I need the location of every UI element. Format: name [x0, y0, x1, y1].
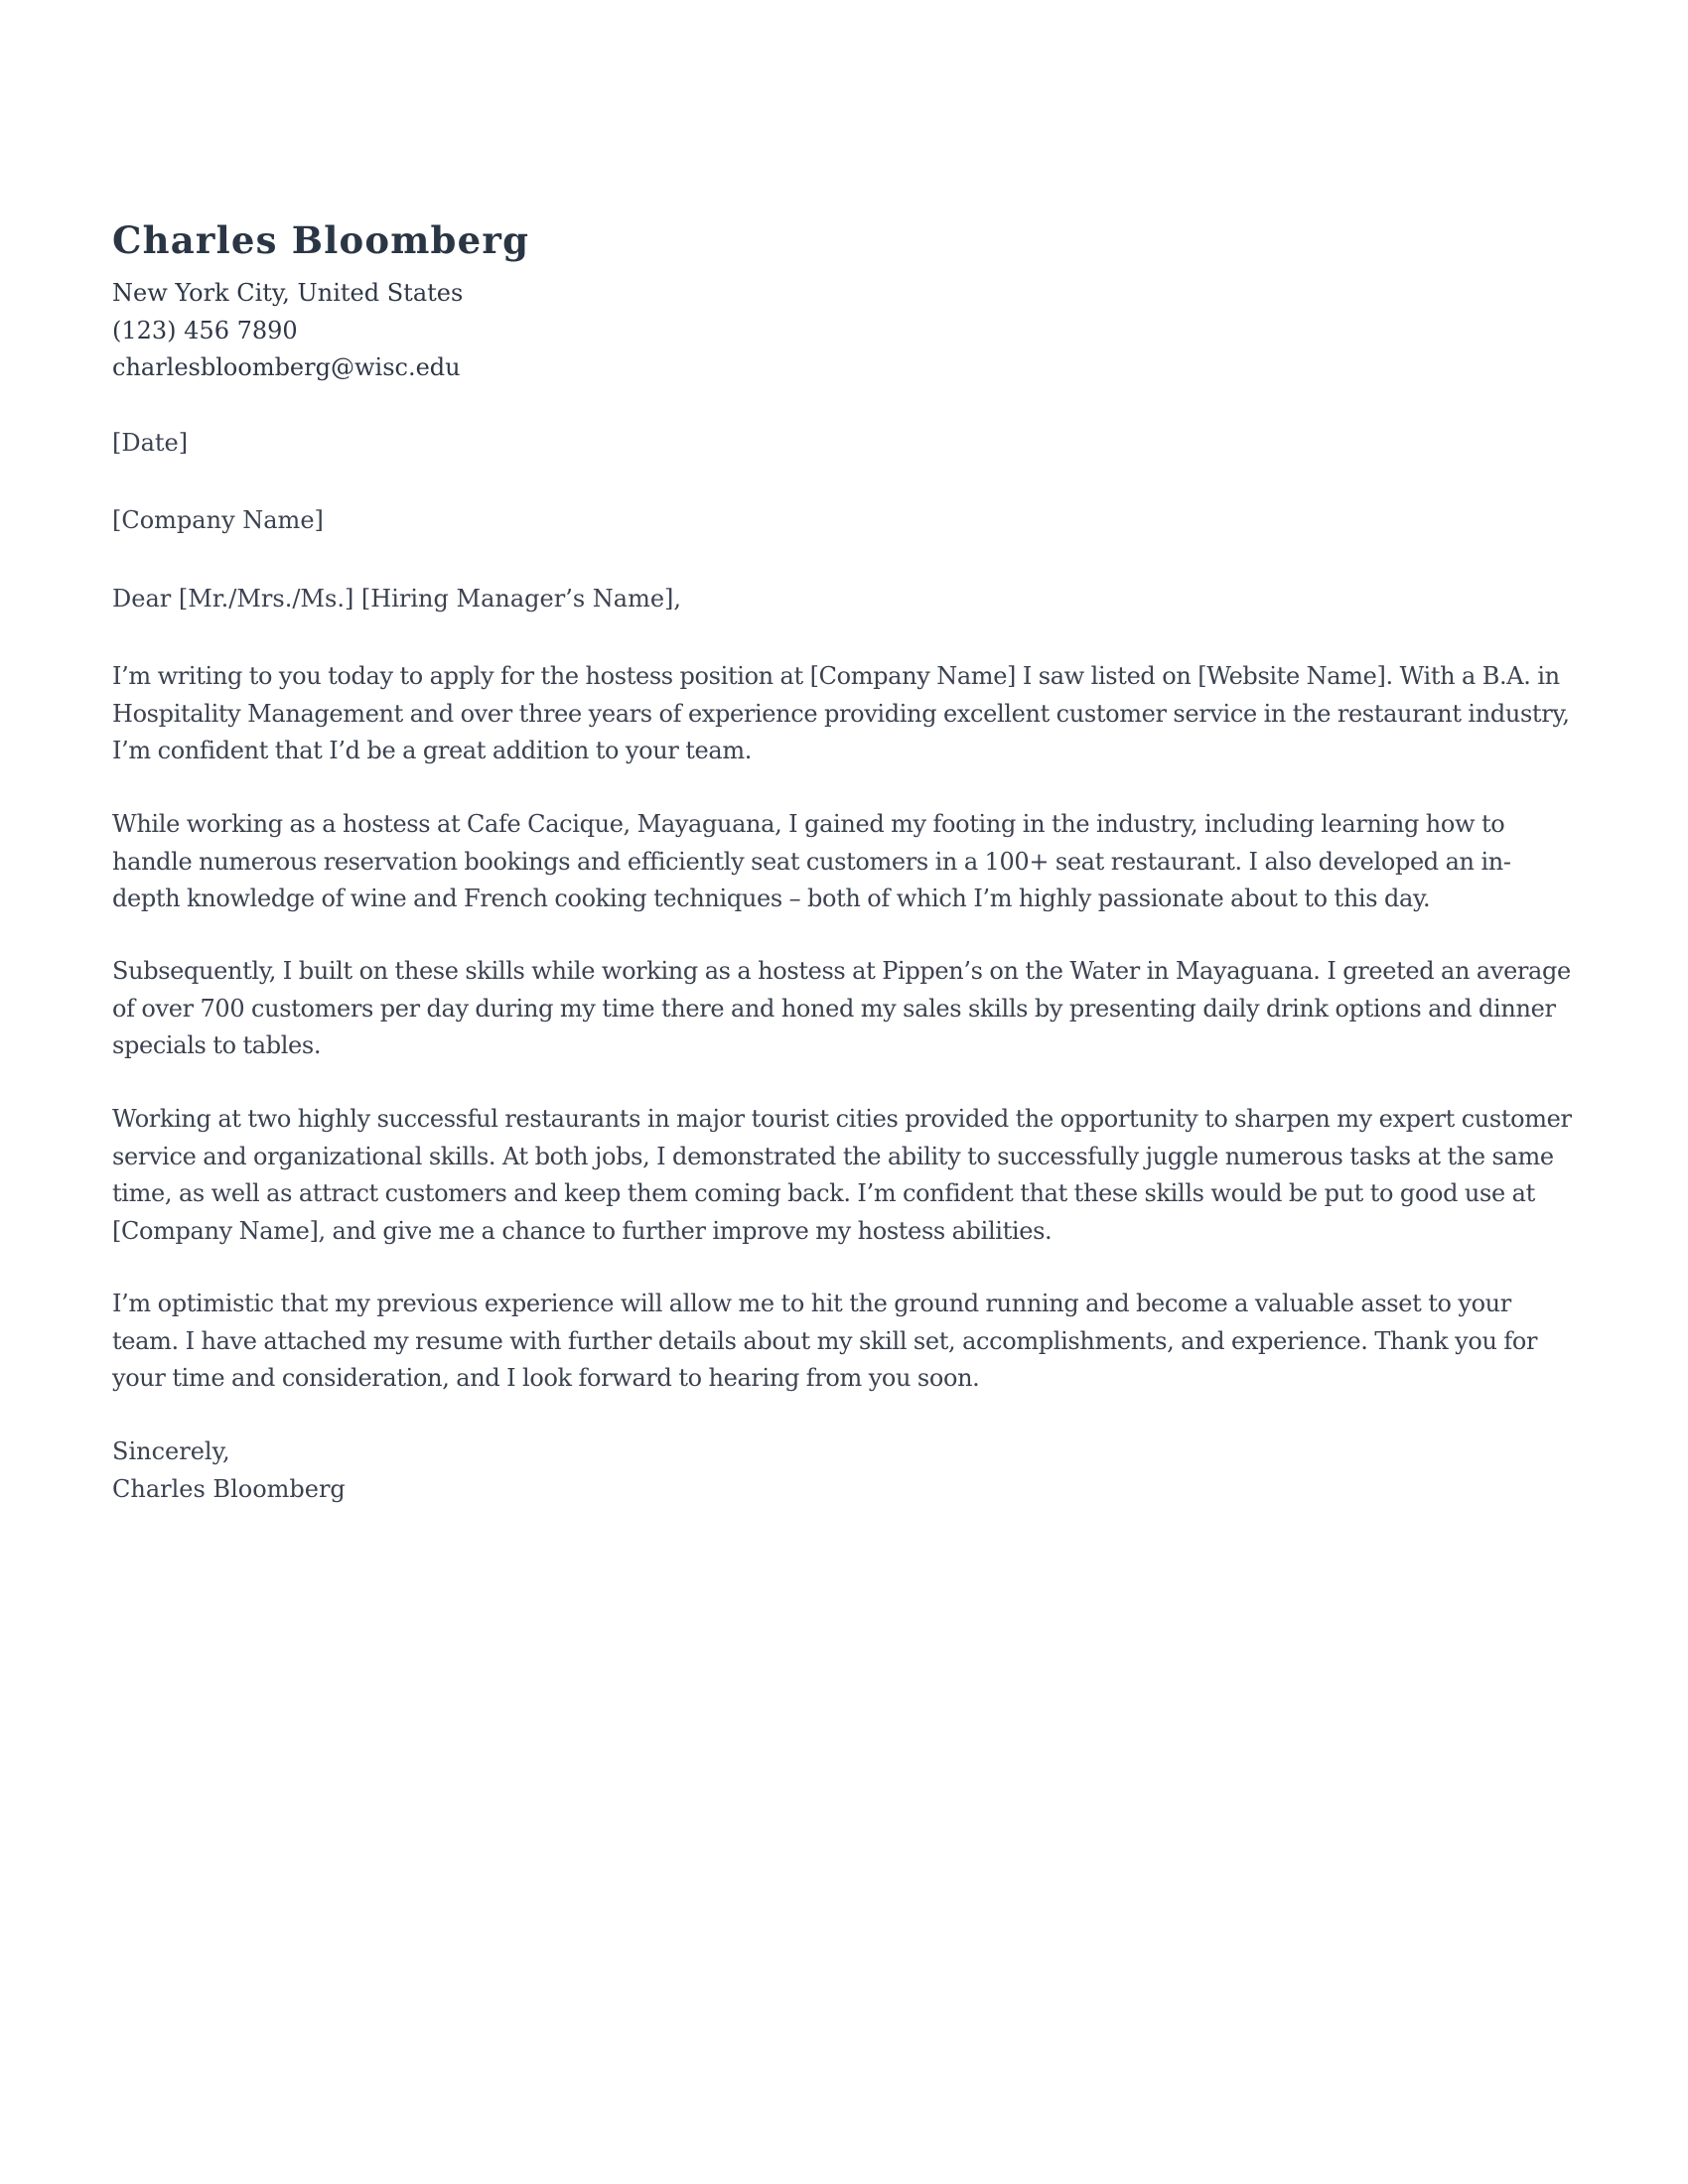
- paragraph-closing: I’m optimistic that my previous experience will allow me to hit the ground running and become a valuable asset to your team. I have attached my resume with further details about my skill set, accomplishments, and experience. Thank you for your time and consideration, and I look forward to hearing from you soon.: [112, 1290, 1538, 1392]
- sender-location: New York City, United States: [112, 279, 464, 307]
- sender-phone: (123) 456 7890: [112, 316, 298, 344]
- paragraph-cafe-cacique: While working as a hostess at Cafe Cacique, Mayaguana, I gained my footing in the industry, including learning how to handle numerous reservation bookings and efficiently seat customers in a 100+ seat restaurant. I also developed an in-depth knowledge of wine and French cooking techniques – both of which I’m highly passionate about to this day.: [112, 810, 1511, 912]
- sender-contact: [112, 275, 463, 387]
- salutation: Dear [Mr./Mrs./Ms.] [Hiring Manager’s Name],: [112, 585, 682, 613]
- letter-date: [Date]: [112, 429, 189, 457]
- paragraph-skills: Working at two highly successful restaurants in major tourist cities provided the opportunity to sharpen my expert customer service and organizational skills. At both jobs, I demonstrated the ability to successfully juggle numerous tasks at the same time, as well as attract customers and keep them coming back. I’m confident that these skills would be put to good use at [Company Name], and give me a chance to further improve my hostess abilities.: [112, 1105, 1572, 1245]
- sender-name: Charles Bloomberg: [112, 218, 530, 262]
- sender-email: charlesbloomberg@wisc.edu: [112, 353, 461, 381]
- paragraph-pippens: Subsequently, I built on these skills while working as a hostess at Pippen’s on the Water in Mayaguana. I greeted an average of over 700 customers per day during my time there and honed my sales skills by presenting daily drink options and dinner specials to tables.: [112, 957, 1571, 1059]
- valediction: Sincerely,: [112, 1437, 230, 1465]
- recipient-company: [Company Name]: [112, 506, 324, 534]
- closing-block: [112, 1433, 346, 1508]
- signature: Charles Bloomberg: [112, 1474, 346, 1503]
- paragraph-intro: I’m writing to you today to apply for the hostess position at [Company Name] I saw listed on [Website Name]. With a B.A. in Hospitality Management and over three years of experience providing excellent customer service in the restaurant industry, I’m confident that I’d be a great addition to your team.: [112, 662, 1570, 764]
